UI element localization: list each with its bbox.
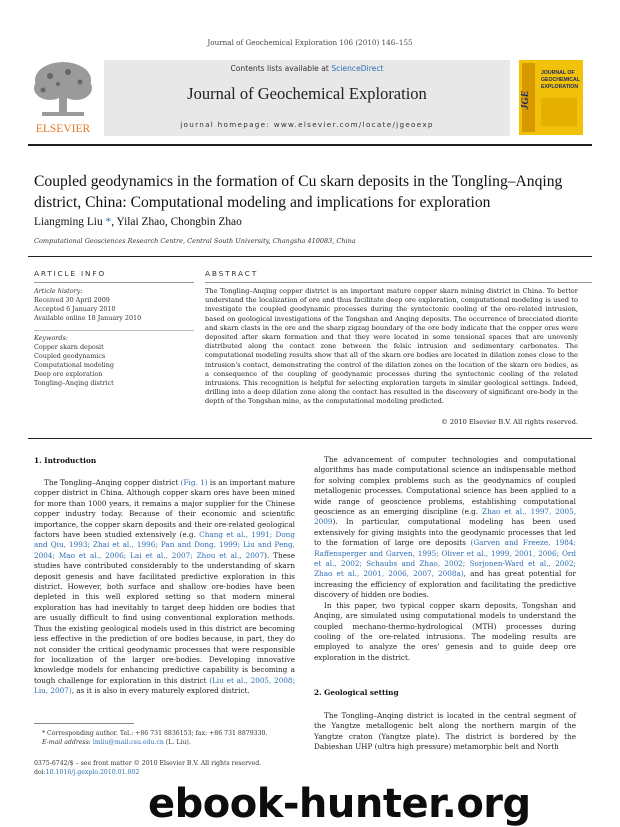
section-rule xyxy=(28,256,592,257)
article-history xyxy=(34,287,194,323)
running-head: Journal of Geochemical Exploration 106 (2010) 146–155 xyxy=(207,38,413,47)
email-suffix: (L. Liu). xyxy=(163,738,191,746)
figure-ref-link[interactable]: (Fig. 1) xyxy=(180,478,208,487)
doi-link[interactable]: 10.1016/j.gexplo.2010.01.002 xyxy=(45,768,140,776)
keyword-item: Tongling–Anqing district xyxy=(34,378,114,387)
cover-abbrev: JGE xyxy=(520,90,531,110)
keywords-rule xyxy=(34,330,194,331)
authors-rest: , Yilai Zhao, Chongbin Zhao xyxy=(111,216,242,228)
contents-prefix: Contents lists available at xyxy=(230,64,332,73)
intro-text: is an important mature copper district in China. Although copper skarn ores have been mined for more than 1000 years, it remains a major supplier for the Chinese copper industry today. Because of their economic and scientific importance, the copper skarn deposits and their ore-related geological factors have been studied extensively (e.g. xyxy=(34,478,295,540)
svg-text:EXPLORATION: EXPLORATION xyxy=(541,84,579,90)
article-info-heading: ARTICLE INFO xyxy=(34,269,107,278)
author-1: Liangming Liu xyxy=(34,216,103,228)
citation-link[interactable]: (Liu et al., 2005, 2008; Liu, 2007) xyxy=(34,675,295,696)
history-received: Received 30 April 2009 xyxy=(34,295,110,304)
corresponding-author-mark[interactable]: * xyxy=(105,216,112,228)
journal-title: Journal of Geochemical Exploration xyxy=(187,84,427,103)
email-label: E-mail address: xyxy=(42,738,91,746)
watermark: ebook-hunter.org xyxy=(148,781,531,827)
body-text: ). In particular, computational modeling has been used extensively for giving insights into the geodynamic processes that led to the formation of large ore deposits xyxy=(314,517,576,548)
history-label: Article history: xyxy=(34,287,83,295)
footnote-contact: * Corresponding author. Tel.: +86 731 8836153; fax: +86 731 8879330. xyxy=(42,730,268,737)
intro-text: , as it is also in every maturely explored district. xyxy=(71,686,250,696)
journal-cover-thumbnail xyxy=(519,60,583,135)
front-matter-meta xyxy=(34,760,299,777)
elsevier-wordmark: ELSEVIER xyxy=(35,123,91,135)
header-rule xyxy=(28,144,592,146)
intro-heading: 1. Introduction xyxy=(34,456,97,465)
history-online: Available online 18 January 2010 xyxy=(34,313,142,322)
intro-paragraph xyxy=(34,478,295,697)
geology-paragraph xyxy=(314,711,576,753)
svg-text:GEOCHEMICAL: GEOCHEMICAL xyxy=(541,77,580,83)
citation-link[interactable]: Chang et al., 1991; Dong and Qiu, 1993; Zhai et al., 1996; Pan and Dong, 1999; Liu and Peng, 2004; Mao et al., 2006; Lai et al., 2007; Zhou et al., 2007 xyxy=(34,530,295,560)
body-text: The Tongling–Anqing district is located in the central segment of the Yangtze metallogenic belt along the northern margin of the Yangtze craton (Yangtze plate). The district is bordered by the Dabieshan UHP (ultra high pressure) metamorphic belt and North xyxy=(314,711,576,752)
journal-homepage-link[interactable]: journal homepage: www.elsevier.com/locate/jgeoexp xyxy=(180,120,434,129)
article-title: Coupled geodynamics in the formation of Cu skarn deposits in the Tongling–Anqing district, China: Computational modeling and implications for exploration xyxy=(34,173,563,211)
footnote-rule xyxy=(34,723,134,724)
citation-link[interactable]: Zhao et al., 1997, 2005, 2009 xyxy=(314,507,577,527)
keyword-item: Coupled geodynamics xyxy=(34,351,106,360)
keyword-item: Deep ore exploration xyxy=(34,369,103,378)
svg-text:JOURNAL OF: JOURNAL OF xyxy=(541,70,575,76)
intro-text: ). These studies have contributed considerably to the understanding of skarn deposit genesis and have facilitated predictive exploration in this district. However, both surface and shallow ore-bodies have been depleted in this well explored setting so that modern mineral exploration has had inevitably to target deep hidden ore bodies that are usually difficult to find using conventional exploration methods. Thus the existing geological models used in this district are becoming less effective in the prediction of ore bodies because, in part, they do not consider the critical geodynamic processes that were responsible for localization of the larger ore-bodies. Developing innovative knowledge models for enhancing predictive capability is becoming a tough challenge for exploration in this district xyxy=(34,550,295,685)
email-link[interactable]: lmliu@mail.csu.edu.cn xyxy=(92,738,164,746)
author-list xyxy=(34,216,242,228)
abstract-rule xyxy=(205,282,592,283)
intro-text: The Tongling–Anqing copper district xyxy=(44,478,181,487)
article-info-rule xyxy=(34,282,194,283)
keyword-item: Computational modeling xyxy=(34,360,114,369)
affiliation: Computational Geosciences Research Centre, Central South University, Changsha 410083, China xyxy=(34,237,356,245)
abstract-text: The Tongling–Anqing copper district is an important mature copper skarn mining district in China. To better understand the localization of ore and thus facilitate deep ore exploration, computational modeling is used to investigate the coupled geodynamic processes during the syntectonic cooling of the ore-related intrusion, based on geological investigations of the Tongshan and Anqing deposits. The occurrence of brecciated diorite and skarn clasts in the ore and the sharp zigzag boundary of the ore body indicate that the copper ores were deposited after skarn formation and that they were located in some tensional spaces that are unevenly distributed along the contact zone between the felsic intrusion and sedimentary carbonates. The computational modeling results show that all of the skarn ore bodies are located in dilation zones close to the intrusion's contact, demonstrating the control of the dilation zones on the location of the skarn ore bodies, as a consequence of the coupling of geodynamic processes during the syntectonic cooling of the related intrusions. This recognition is helpful for selecting exploration targets in similar geological settings. Indeed, drilling into a deep dilation zone along the contact has resulted in the discovery of significant ore-body in the depth of the Tongshan mine, as the computational modeling predicted. xyxy=(205,287,578,406)
right-column xyxy=(314,455,576,663)
abstract-end-rule xyxy=(28,438,592,439)
history-accepted: Accepted 6 January 2010 xyxy=(34,304,116,313)
citation-link[interactable]: (Garven and Freeze, 1984; Raffensperger and Garven, 1995; Oliver et al., 1999, 2001, 2006; Ord et al., 2002; Schaubs and Zhao, 2002; Sorjonen-Ward et al., 2002; Zhao et al., 2001, 2006, 2007, 2008a) xyxy=(314,538,576,579)
keyword-item: Copper skarn deposit xyxy=(34,342,104,351)
geology-heading: 2. Geological setting xyxy=(314,688,399,697)
body-text: The advancement of computer technologies and computational algorithms has made computational science an indispensable method for solving complex problems such as the geodynamics of coupled metallogenic processes. Computational science has been applied to a wide range of geoscience problems, establishing computational geoscience as an emerging discipline (e.g. xyxy=(314,455,576,517)
contents-line xyxy=(104,64,510,73)
keywords xyxy=(34,334,194,387)
doi-prefix: doi: xyxy=(34,768,46,776)
issn-line: 0375-6742/$ – see front matter © 2010 Elsevier B.V. All rights reserved. xyxy=(34,760,262,767)
abstract-copyright: © 2010 Elsevier B.V. All rights reserved. xyxy=(441,418,578,426)
body-text: , and has great potential for increasing the efficiency of exploration and facilitating the predictive discovery of hidden ore bodies. xyxy=(314,569,577,600)
corresponding-author-footnote xyxy=(34,730,299,747)
keywords-label: Keywords: xyxy=(34,334,68,342)
sciencedirect-link[interactable]: ScienceDirect xyxy=(331,64,384,73)
elsevier-logo xyxy=(28,58,98,136)
body-text: In this paper, two typical copper skarn deposits, Tongshan and Anqing, are simulated using computational models to understand the coupled mechano-thermo-hydrological (MTH) processes during cooling of the ore-related intrusions. The modeling results are employed to analyze the ores' genesis and to guide deep ore exploration in the district. xyxy=(314,600,576,662)
abstract-heading: ABSTRACT xyxy=(205,269,259,278)
